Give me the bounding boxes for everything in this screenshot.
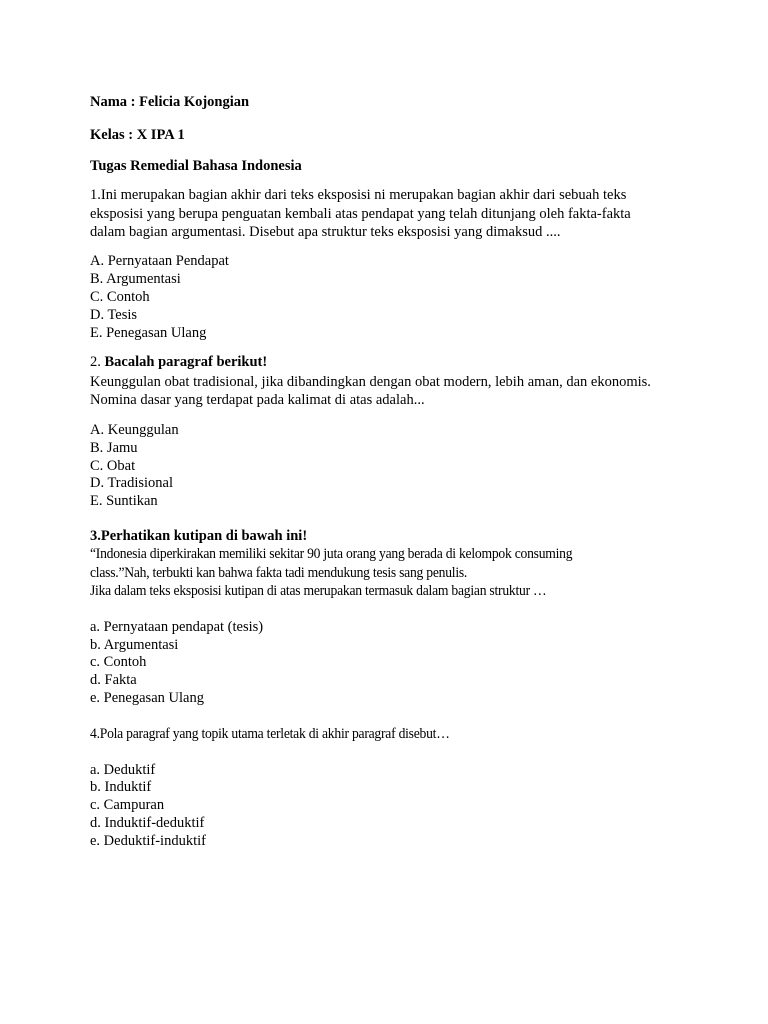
q2-option: C. Obat <box>90 458 136 474</box>
q3-option: a. Pernyataan pendapat (tesis) <box>90 619 264 635</box>
q3-option: e. Penegasan Ulang <box>90 690 204 706</box>
q3-option: b. Argumentasi <box>90 637 179 653</box>
student-class: Kelas : X IPA 1 <box>90 127 185 143</box>
q1-option: E. Penegasan Ulang <box>90 325 207 341</box>
q1-text-line: eksposisi yang berupa penguatan kembali atas pendapat yang telah ditunjang oleh fakta-fakta <box>90 206 631 222</box>
q1-option: D. Tesis <box>90 307 138 323</box>
student-name: Nama : Felicia Kojongian <box>90 94 250 110</box>
q2-number: 2. <box>90 354 105 370</box>
q2-option: D. Tradisional <box>90 475 173 491</box>
q1-text-line: 1.Ini merupakan bagian akhir dari teks eksposisi ni merupakan bagian akhir dari sebuah teks <box>90 187 627 203</box>
q3-text-line: “Indonesia diperkirakan memiliki sekitar 90 juta orang yang berada di kelompok consuming <box>90 546 573 562</box>
q2-text-line: Keunggulan obat tradisional, jika dibandingkan dengan obat modern, lebih aman, dan ekonomis. <box>90 374 651 390</box>
assignment-title: Tugas Remedial Bahasa Indonesia <box>90 158 302 174</box>
q3-text-line: class.”Nah, terbukti kan bahwa fakta tadi mendukung tesis sang penulis. <box>90 565 468 581</box>
q1-option: A. Pernyataan Pendapat <box>90 253 229 269</box>
q2-option: E. Suntikan <box>90 493 158 509</box>
q2-text-line: Nomina dasar yang terdapat pada kalimat di atas adalah... <box>90 392 425 408</box>
q4-option: a. Deduktif <box>90 762 156 778</box>
q3-text-line: Jika dalam teks eksposisi kutipan di atas merupakan termasuk dalam bagian struktur … <box>90 583 547 599</box>
q2-option: A. Keunggulan <box>90 422 179 438</box>
q4-option: e. Deduktif-induktif <box>90 833 206 849</box>
q1-text-line: dalam bagian argumentasi. Disebut apa struktur teks eksposisi yang dimaksud .... <box>90 224 561 240</box>
q4-text: 4.Pola paragraf yang topik utama terletak di akhir paragraf disebut… <box>90 726 450 742</box>
q3-option: c. Contoh <box>90 654 147 670</box>
q2-heading-line <box>90 353 267 371</box>
q3-heading: 3.Perhatikan kutipan di bawah ini! <box>90 528 308 544</box>
q1-option: C. Contoh <box>90 289 150 305</box>
q1-option: B. Argumentasi <box>90 271 181 287</box>
q4-option: d. Induktif-deduktif <box>90 815 205 831</box>
q2-option: B. Jamu <box>90 440 138 456</box>
q4-option: b. Induktif <box>90 779 152 795</box>
q3-option: d. Fakta <box>90 672 137 688</box>
q4-option: c. Campuran <box>90 797 165 813</box>
q2-heading: Bacalah paragraf berikut! <box>104 354 268 370</box>
